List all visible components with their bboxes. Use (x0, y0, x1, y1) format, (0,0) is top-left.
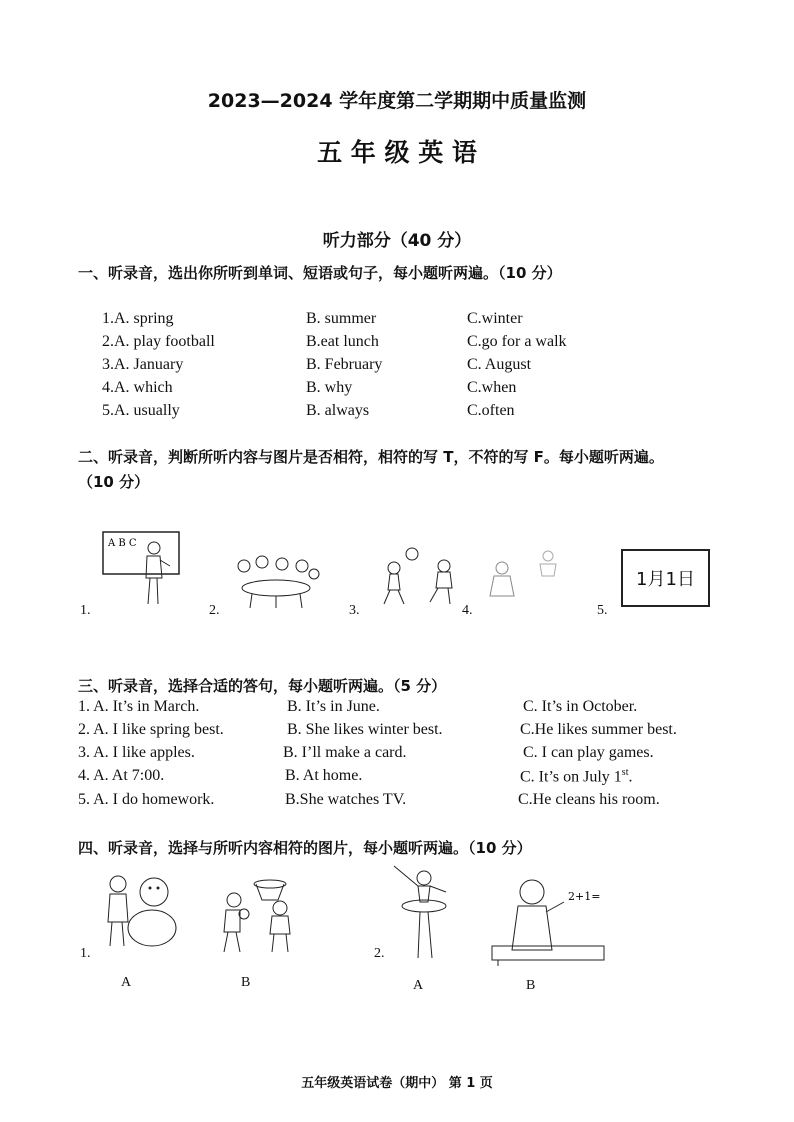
s3-q4-b: B. At home. (285, 767, 363, 784)
s1-q5-c: C.often (467, 402, 515, 419)
s1-q5-b: B. always (306, 402, 370, 419)
snowman-picture (104, 870, 180, 950)
s1-q3-a: 3.A. January (102, 356, 184, 373)
s4-q2-option-a: A (413, 978, 424, 993)
s1-q1-b: B. summer (306, 310, 377, 327)
s3-q4-c-period: . (628, 768, 633, 786)
section-2-heading-score: （10 分） (78, 473, 150, 491)
s1-q2-c: C.go for a walk (467, 333, 567, 350)
s3-q5-b: B.She watches TV. (285, 791, 407, 808)
s3-q4-c-text: C. It’s on July 1 (520, 768, 622, 786)
s3-q2-a: 2. A. I like spring best. (78, 721, 224, 738)
s1-q4-b: B. why (306, 379, 353, 396)
s1-q2-b: B.eat lunch (306, 333, 379, 350)
s2-number-1: 1. (80, 603, 91, 618)
board-math-text: 2+1= (568, 890, 601, 903)
s4-q1-option-b: B (241, 975, 251, 990)
s4-q2-option-b: B (526, 978, 536, 993)
exam-title: 2023—2024 学年度第二学期期中质量监测 (207, 90, 587, 112)
exam-subtitle: 五 年 级 英 语 (317, 138, 477, 167)
s1-q5-a: 5.A. usually (102, 402, 180, 419)
s1-q1-a: 1.A. spring (102, 310, 174, 327)
kids-ball-picture (376, 546, 466, 608)
ballet-dancer-picture (388, 862, 458, 962)
s2-number-5: 5. (597, 603, 608, 618)
section-3-heading: 三、听录音，选择合适的答句，每小题听两遍。（5 分） (78, 677, 447, 695)
s1-q2-a: 2.A. play football (102, 333, 215, 350)
math-teacher-picture (488, 870, 608, 968)
s3-q5-a: 5. A. I do homework. (78, 791, 215, 808)
section-2-heading: 二、听录音，判断所听内容与图片是否相符，相符的写 T，不符的写 F。每小题听两遍。 (78, 448, 664, 466)
teacher-blackboard-picture (102, 530, 182, 610)
s3-q3-a: 3. A. I like apples. (78, 744, 195, 761)
s3-q4-a: 4. A. At 7:00. (78, 767, 165, 784)
date-box-text: 1月1日 (636, 569, 695, 590)
section-4-heading: 四、听录音，选择与所听内容相符的图片，每小题听两遍。（10 分） (78, 839, 532, 857)
s3-q3-c: C. I can play games. (523, 744, 654, 761)
s1-q4-a: 4.A. which (102, 379, 173, 396)
small-figures-picture (486, 546, 566, 606)
s3-q4-c-sup: st (621, 767, 629, 778)
s3-q1-a: 1. A. It’s in March. (78, 698, 200, 715)
s3-q3-b: B. I’ll make a card. (283, 744, 407, 761)
blackboard-text: A B C (108, 538, 137, 549)
s3-q4-c (520, 767, 632, 786)
children-table-picture (232, 552, 320, 610)
s1-q4-c: C.when (467, 379, 517, 396)
part-title: 听力部分（40 分） (322, 231, 472, 251)
s1-q3-b: B. February (306, 356, 383, 373)
s3-q2-b: B. She likes winter best. (287, 721, 443, 738)
basketball-picture (210, 874, 298, 954)
s2-number-4: 4. (462, 603, 473, 618)
s1-q3-c: C. August (467, 356, 532, 373)
s4-q1-label: 1. (80, 946, 91, 961)
s3-q5-c: C.He cleans his room. (518, 791, 660, 808)
s1-q1-c: C.winter (467, 310, 523, 327)
s4-q2-label: 2. (374, 946, 385, 961)
s3-q1-b: B. It’s in June. (287, 698, 380, 715)
section-1-heading: 一、听录音，选出你所听到单词、短语或句子，每小题听两遍。（10 分） (78, 264, 562, 282)
s3-q2-c: C.He likes summer best. (520, 721, 677, 738)
s2-number-3: 3. (349, 603, 360, 618)
s2-number-2: 2. (209, 603, 220, 618)
page-footer: 五年级英语试卷（期中） 第 1 页 (301, 1076, 493, 1091)
s3-q1-c: C. It’s in October. (523, 698, 638, 715)
s4-q1-option-a: A (121, 975, 132, 990)
